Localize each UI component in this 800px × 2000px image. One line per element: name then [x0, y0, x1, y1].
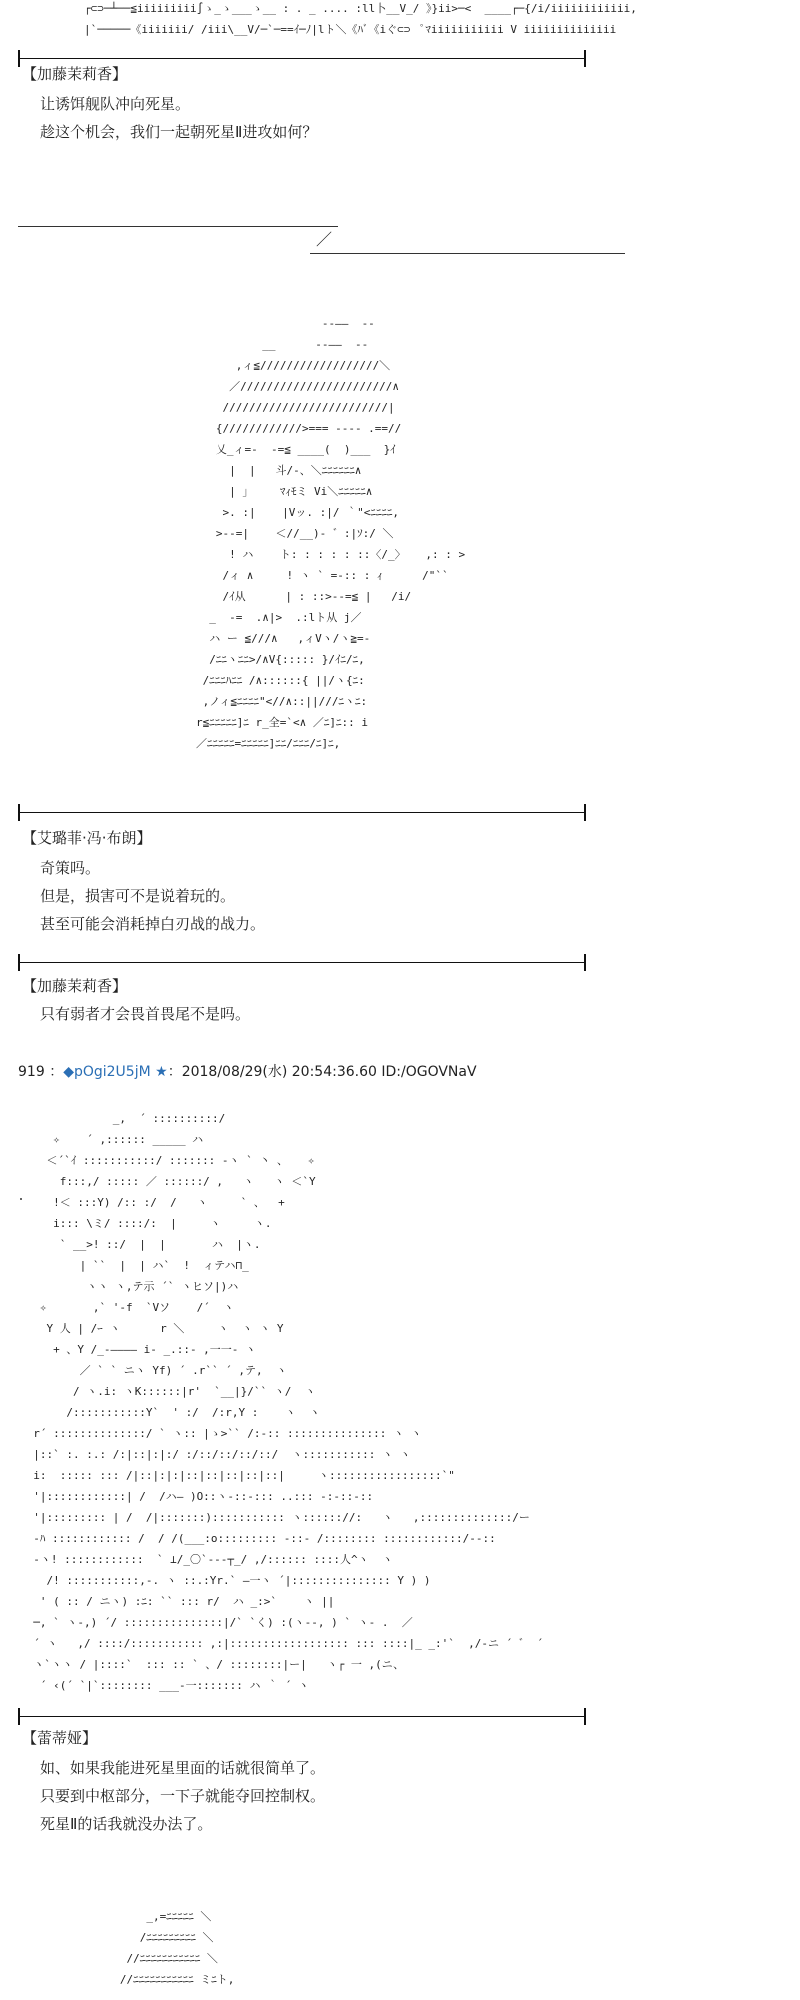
art-line: >. :| |Vッ. :|/ ｀"<ﾆﾆﾆﾆ,	[196, 506, 399, 519]
speaker-name: 【加藤茉莉香】	[22, 65, 128, 83]
star-icon: ★	[155, 1064, 168, 1080]
art-line: '|::::::::: | / /|:::::::)::::::::::: ヽ:::::://: ヽ ,::::::::::::::/ー	[20, 1511, 530, 1524]
post-date-id: ：2018/08/29(水) 20:54:36.60 ID:/OGOVNaV	[167, 1064, 477, 1080]
art-line: _, ´ ::::::::::/	[20, 1112, 226, 1125]
top-art-line: |`─────《iiiiiii/ /iii\__V/─`─==ｲ─ﾉ|lト＼《ﾊﾞ《iぐ⊂⊃ ﾟﾏiiiiiiiiiii V iiiiiiiiiiiiii	[84, 23, 617, 36]
art-line: ,ィ≦//////////////////＼	[196, 359, 391, 372]
separator-line	[18, 962, 586, 963]
scene-break-rule	[310, 253, 625, 254]
scene-break-slash: ／	[316, 230, 333, 249]
art-line: /ﾆﾆﾆﾆﾆﾆﾆﾆﾆ ＼	[100, 1931, 214, 1944]
art-line: | 」 ﾏｨﾓミ Vi＼ﾆﾆﾆﾆﾆ∧	[196, 485, 373, 498]
art-line: i: ::::: ::: /|::|:|:|::|::|::|::|::| ヽ:::::::::::::::::`"	[20, 1469, 455, 1482]
art-line: _,=ﾆﾆﾆﾆﾆ ＼	[100, 1910, 212, 1923]
art-line: /////////////////////////|	[196, 401, 395, 414]
art-line: ` __>! ::/ | | ハ |ヽ.	[20, 1238, 261, 1251]
art-line: ✧ ,` '-f `Vソ /´ ヽ	[20, 1301, 235, 1314]
top-art-line: ┌⊂⊃─┴──≦iiiiiiiii∫ゝ_ゝ___ゝ__ : . _ .... :ll卜__V_/ 》}ii>─< ____┌─{/i/iiiiiiiiiiii,	[84, 2, 637, 15]
poster-name[interactable]: pOgi2U5jM	[73, 1064, 151, 1080]
art-line: {////////////>=== ---- .==//	[196, 422, 402, 435]
ascii-art-character	[20, 1108, 543, 1696]
art-line: /ﾆﾆヽﾆﾆ>/∧V{::::: }/ｲﾆ/ﾆ,	[196, 653, 365, 666]
art-line: + 、Y /_-―――― i- _.::- ,一一- ヽ	[20, 1343, 257, 1356]
ascii-art-bottom	[100, 1906, 234, 1990]
art-line: ─, ` ヽ-,) ´/ :::::::::::::::|/` `く) :(ヽ--, ) ` ヽ- . ／	[20, 1616, 413, 1629]
art-line: ハ ー ≦///∧ ,ィVヽ/ヽ≧=-	[196, 632, 371, 645]
speaker-name: 【蕾蒂娅】	[22, 1729, 98, 1747]
art-line: /ｲ从 | : ::>--=≦ | /i/	[196, 590, 412, 603]
separator-line	[18, 1716, 586, 1717]
art-line: |::` :. :.: /:|::|:|:/ :/::/::/::/::/ ヽ::::::::::: ヽ ヽ	[20, 1448, 411, 1461]
art-line: r≦ﾆﾆﾆﾆﾆ]ﾆ r_全=`<∧ ／ﾆ]ﾆ:: i	[196, 716, 368, 729]
art-line: ヽ`ヽヽ / |::::` ::: :: ` 、/ ::::::::|ー| ヽ┌ 一 ,(ニ、	[20, 1658, 405, 1671]
art-line: '|::::::::::::| / /ハ― )O::ヽ-::-::: ..::: -:-::-::	[20, 1490, 374, 1503]
art-line: ／ ` ` ニヽ Yf) ´ .r`` ´ ,テ, ヽ	[20, 1364, 287, 1377]
art-line: /ィ ∧ ! ヽ ` =-:: : ｨ /"``	[196, 569, 449, 582]
dialogue-line: 奇策吗。	[40, 859, 101, 877]
art-line: ! ハ ト: : : : : ::〈/_〉 ,: : >	[196, 548, 466, 561]
art-line: /ﾆﾆﾆﾊﾆﾆ /∧::::::{ ||/ヽ{ﾆ:	[196, 674, 365, 687]
art-line: | `` | | ハ` ! ィテハ⊓_	[20, 1259, 249, 1272]
post-number[interactable]: 919	[18, 1064, 45, 1080]
art-line: /:::::::::::Y` ' :/ /:r,Y : ヽ ヽ	[20, 1406, 321, 1419]
art-line: ' ( :: / ニヽ) :ﾆ: `` ::: r/ ハ _:>` ヽ ||	[20, 1595, 335, 1608]
art-line: / ヽ.i: ヽK::::::|r' `__|}/`` ヽ/ ヽ	[20, 1385, 316, 1398]
dialogue-line: 只有弱者才会畏首畏尾不是吗。	[40, 1005, 251, 1023]
post-header	[18, 1062, 477, 1082]
dialogue-line: 但是，损害可不是说着玩的。	[40, 887, 236, 905]
dialogue-line: 甚至可能会消耗掉白刃战的战力。	[40, 915, 266, 933]
post-colon: ：	[49, 1064, 64, 1080]
art-line: r´ ::::::::::::::/ ` ヽ:: |ゝ>`` /:-:: ::::::::::::::: ヽ ヽ	[20, 1427, 422, 1440]
top-ascii-art	[84, 0, 637, 40]
art-line: /! :::::::::::,-. ヽ ::.:Yr.` ―一ヽ ´|::::::::::::::: Y ) )	[20, 1574, 431, 1587]
scene-break-rule	[18, 226, 338, 227]
art-line: -ﾊ :::::::::::: / / /(___:o::::::::: -::- /:::::::: ::::::::::::/--::	[20, 1532, 496, 1545]
art-line: ／ﾆﾆﾆﾆﾆ=ﾆﾆﾆﾆﾆ]ﾆﾆ/ﾆﾆﾆ/ﾆ]ﾆ,	[196, 737, 341, 750]
art-line: f:::,/ ::::: ／ ::::::/ , ヽ ヽ ＜`Y	[20, 1175, 316, 1188]
art-line: ヽヽ ヽ,テ示 ´` ヽヒソ|)ハ	[20, 1280, 239, 1293]
art-line: !＜ :::Y) /:: :/ / ヽ ` 、 +	[20, 1196, 285, 1209]
art-line: 乂_ィ=- -=≦ ____( )___ }ｲ	[196, 443, 396, 456]
art-line: >--=| ＜//__)- ゛:|ｿ:/ ＼	[196, 527, 394, 540]
art-line: ＜´`ｲ :::::::::::/ ::::::: -ヽ ` 丶 、 ✧	[20, 1154, 315, 1167]
ascii-art-portrait-header	[196, 313, 375, 334]
art-line: | | 斗/-、＼ﾆﾆﾆﾆﾆﾆ∧	[196, 464, 362, 477]
dialogue-line: 死星Ⅱ的话我就没办法了。	[40, 1815, 213, 1833]
speaker-name: 【加藤茉莉香】	[22, 977, 128, 995]
art-line: -ヽ! :::::::::::: ` ⊥/_〇`---┬_/ ,/:::::: ::::人^ヽ ヽ	[20, 1553, 393, 1566]
dialogue-line: 只要到中枢部分，一下子就能夺回控制权。	[40, 1787, 326, 1805]
art-line: ´ ‹(´ `|`:::::::: ___-一::::::: ハ ｀ ´ ヽ	[20, 1679, 310, 1692]
art-line: i::: \ミ/ ::::/: | ヽ ヽ.	[20, 1217, 272, 1230]
dialogue-line: 如、如果我能进死星里面的话就很简单了。	[40, 1759, 326, 1777]
trip-diamond-icon: ◆	[63, 1064, 74, 1080]
dialogue-line: 趁这个机会，我们一起朝死星Ⅱ进攻如何？	[40, 123, 318, 141]
art-line: ‐-―― ‐-	[196, 317, 375, 330]
art-line: __ ‐-―― ‐-	[196, 338, 369, 351]
separator-line	[18, 812, 586, 813]
art-line: Y 人 | /ｰ ヽ r ＼ ヽ ヽ ヽ Y	[20, 1322, 284, 1335]
art-line: //ﾆﾆﾆﾆﾆﾆﾆﾆﾆﾆﾆ ＼	[100, 1952, 218, 1965]
art-line: ´ ヽ ,/ ::::/::::::::::: ,:|:::::::::::::::::: ::: ::::|_ _:'` ,/-ニ ´ ゛ ´	[20, 1637, 544, 1650]
separator-line	[18, 58, 586, 59]
art-line: //ﾆﾆﾆﾆﾆﾆﾆﾆﾆﾆﾆ ミﾆト,	[100, 1973, 235, 1986]
art-line: ,ノィ≦ﾆﾆﾆﾆ"<//∧::||///ﾆヽﾆ:	[196, 695, 368, 708]
art-line: ／///////////////////////∧	[196, 380, 400, 393]
art-line: _ -= .∧|> .:lト从 j／	[196, 611, 362, 624]
art-line: ✧ ´ ,:::::: _____ ハ	[20, 1133, 204, 1146]
dialogue-line: 让诱饵舰队冲向死星。	[40, 95, 191, 113]
speaker-name: 【艾璐菲·冯·布朗】	[22, 829, 152, 847]
ascii-art-portrait	[196, 334, 465, 754]
